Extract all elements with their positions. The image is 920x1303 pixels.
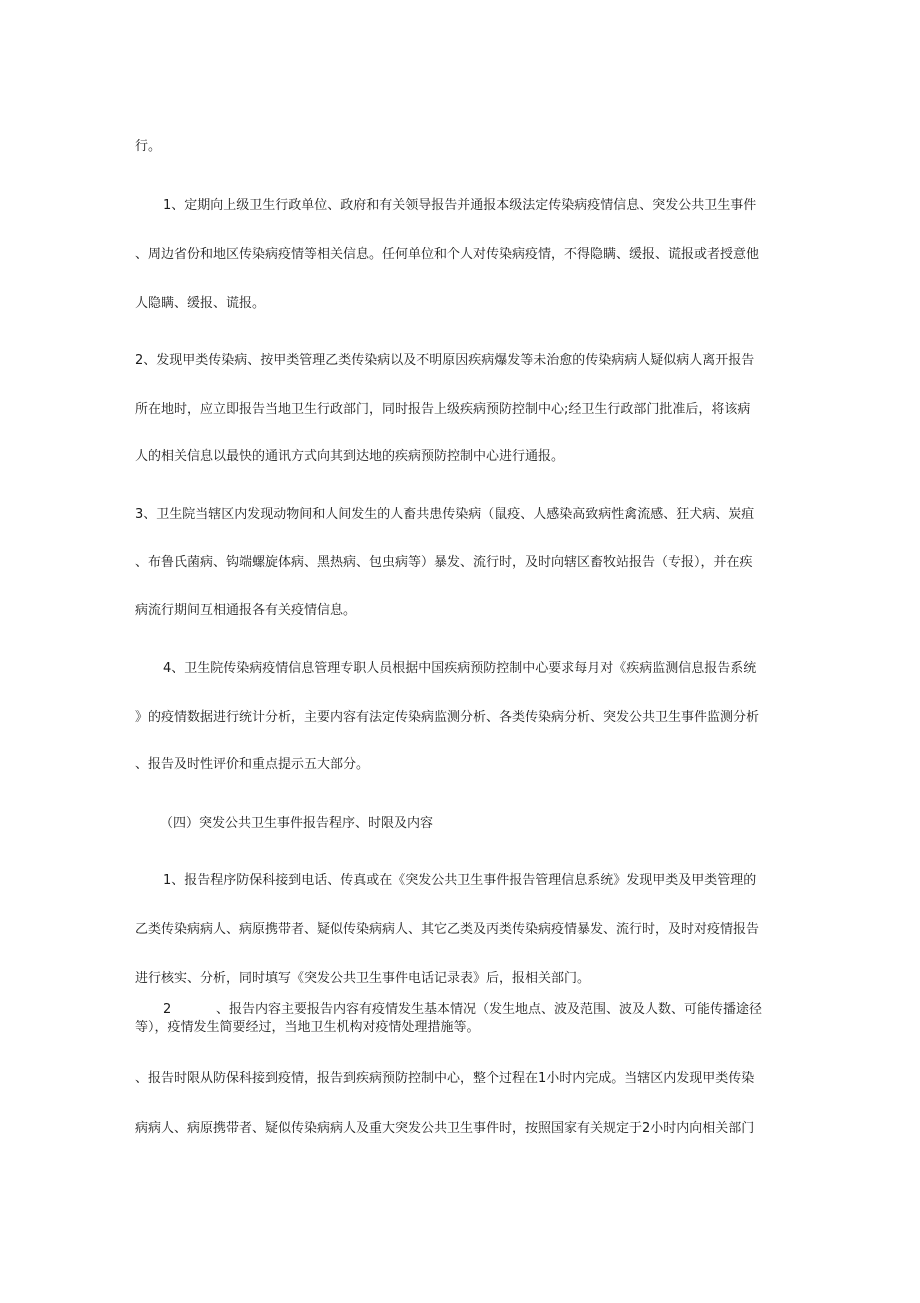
text-line: 4、卫生院传染病疫情信息管理专职人员根据中国疾病预防控制中心要求每月对《疾病监测信息报告系统 xyxy=(163,661,757,676)
text-line: 等），疫情发生简要经过，当地卫生机构对疫情处理措施等。 xyxy=(135,1020,480,1035)
item-number: 2 xyxy=(163,1002,172,1017)
text-line: 、报告时限从防保科接到疫情，报告到疾病预防控制中心，整个过程在1小时内完成。当辖区内发现甲类传染 xyxy=(135,1071,755,1086)
text-line: 人的相关信息以最快的通讯方式向其到达地的疾病预防控制中心进行通报。 xyxy=(135,449,565,464)
text-line: 》的疫情数据进行统计分析，主要内容有法定传染病监测分析、各类传染病分析、突发公共卫生事件监测分析 xyxy=(135,710,760,725)
text-line: 3、卫生院当辖区内发现动物间和人间发生的人畜共患传染病（鼠疫、人感染高致病性禽流感、狂犬病、炭疽 xyxy=(135,507,755,522)
text-line: 1、定期向上级卫生行政单位、政府和有关领导报告并通报本级法定传染病疫情信息、突发公共卫生事件 xyxy=(163,198,757,213)
text-line: 乙类传染病病人、病原携带者、疑似传染病病人、其它乙类及丙类传染病疫情暴发、流行时，及时对疫情报告 xyxy=(135,922,760,937)
section-heading: （四）突发公共卫生事件报告程序、时限及内容 xyxy=(160,816,434,831)
text-line: 病病人、病原携带者、疑似传染病病人及重大突发公共卫生事件时，按照国家有关规定于2小时内向相关部门 xyxy=(135,1121,755,1136)
text-line: 、报告及时性评价和重点提示五大部分。 xyxy=(135,757,370,772)
text-line: 进行核实、分析，同时填写《突发公共卫生事件电话记录表》后，报相关部门。 xyxy=(135,971,591,986)
text-line: 、周边省份和地区传染病疫情等相关信息。任何单位和个人对传染病疫情，不得隐瞒、缓报、谎报或者授意他 xyxy=(135,247,760,262)
text-line: 病流行期间互相通报各有关疫情信息。 xyxy=(135,603,357,618)
text-line: 行。 xyxy=(135,139,162,154)
text-line: 2、发现甲类传染病、按甲类管理乙类传染病以及不明原因疾病爆发等未治愈的传染病病人疑似病人离开报告 xyxy=(135,353,755,368)
item-text: 、报告内容主要报告内容有疫情发生基本情况（发生地点、波及范围、波及人数、可能传播途径 xyxy=(216,1002,763,1017)
text-line: 所在地时，应立即报告当地卫生行政部门，同时报告上级疾病预防控制中心;经卫生行政部门批准后，将该病 xyxy=(135,402,751,417)
text-line: 人隐瞒、缓报、谎报。 xyxy=(135,296,266,311)
text-line: 1、报告程序防保科接到电话、传真或在《突发公共卫生事件报告管理信息系统》发现甲类及甲类管理的 xyxy=(163,873,757,888)
text-line xyxy=(0,1002,920,1018)
text-line: 、布鲁氏菌病、钩端螺旋体病、黑热病、包虫病等）暴发、流行时，及时向辖区畜牧站报告（专报），并在疾 xyxy=(135,555,753,570)
